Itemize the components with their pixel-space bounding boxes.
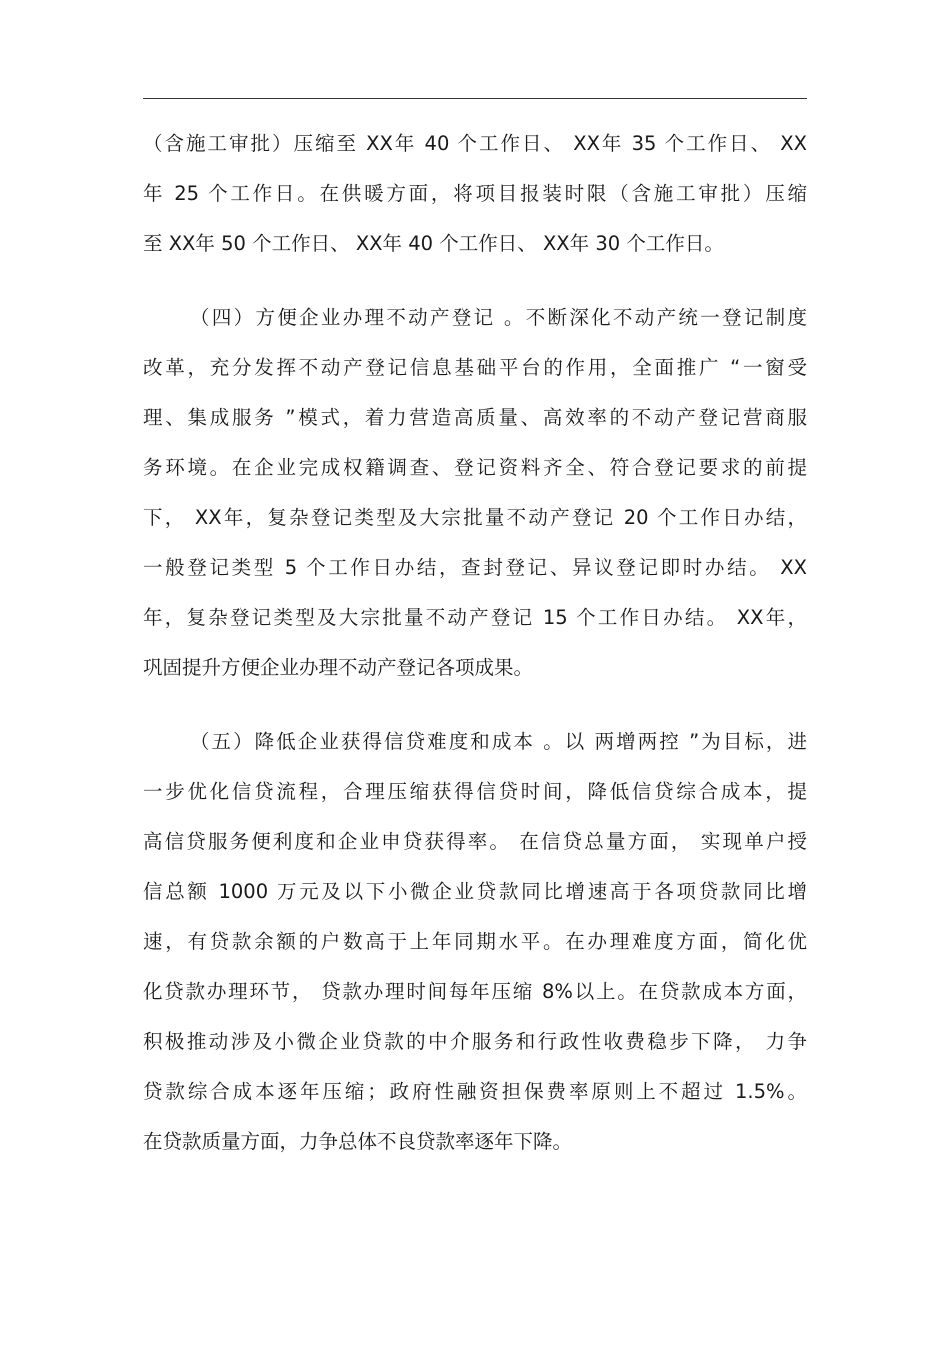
- paragraph-3-line-2: 一步优化信贷流程，合理压缩获得信贷时间，降低信贷综合成本，提: [143, 780, 807, 803]
- paragraph-3-line-3: 高信贷服务便利度和企业申贷获得率。 在信贷总量方面， 实现单户授: [143, 830, 807, 853]
- paragraph-3-line-5: 速，有贷款余额的户数高于上年同期水平。在办理难度方面，简化优: [143, 930, 807, 953]
- paragraph-2-line-5: 下， XX年，复杂登记类型及大宗批量不动产登记 20 个工作日办结，: [143, 506, 807, 529]
- header-rule: [143, 98, 807, 99]
- paragraph-1-line-3: 至 XX年 50 个工作日、 XX年 40 个工作日、 XX年 30 个工作日。: [143, 232, 724, 255]
- paragraph-2-line-3: 理、集成服务 ”模式，着力营造高质量、高效率的不动产登记营商服: [143, 406, 807, 429]
- paragraph-2-line-7: 年，复杂登记类型及大宗批量不动产登记 15 个工作日办结。 XX年，: [143, 606, 807, 629]
- paragraph-3-line-7: 积极推动涉及小微企业贷款的中介服务和行政性收费稳步下降， 力争: [143, 1030, 807, 1053]
- paragraph-3-line-8: 贷款综合成本逐年压缩；政府性融资担保费率原则上不超过 1.5%。: [143, 1080, 807, 1103]
- paragraph-2-line-8: 巩固提升方便企业办理不动产登记各项成果。: [143, 656, 534, 679]
- paragraph-2-line-1: （四）方便企业办理不动产登记 。不断深化不动产统一登记制度: [190, 306, 807, 329]
- paragraph-3-line-6: 化贷款办理环节， 贷款办理时间每年压缩 8%以上。在贷款成本方面，: [143, 980, 807, 1003]
- paragraph-2-line-4: 务环境。在企业完成权籍调查、登记资料齐全、符合登记要求的前提: [143, 456, 807, 479]
- paragraph-1-line-2: 年 25 个工作日。在供暖方面，将项目报装时限（含施工审批）压缩: [143, 182, 807, 205]
- paragraph-3-line-9: 在贷款质量方面，力争总体不良贷款率逐年下降。: [143, 1130, 573, 1153]
- paragraph-1-line-1: （含施工审批）压缩至 XX年 40 个工作日、 XX年 35 个工作日、 XX: [143, 132, 807, 155]
- paragraph-3-line-4: 信总额 1000 万元及以下小微企业贷款同比增速高于各项贷款同比增: [143, 880, 807, 903]
- paragraph-2-line-2: 改革，充分发挥不动产登记信息基础平台的作用，全面推广 “一窗受: [143, 356, 807, 379]
- paragraph-2-line-6: 一般登记类型 5 个工作日办结，查封登记、异议登记即时办结。 XX: [143, 556, 807, 579]
- paragraph-3-line-1: （五）降低企业获得信贷难度和成本 。以 两增两控 ”为目标，进: [190, 730, 807, 753]
